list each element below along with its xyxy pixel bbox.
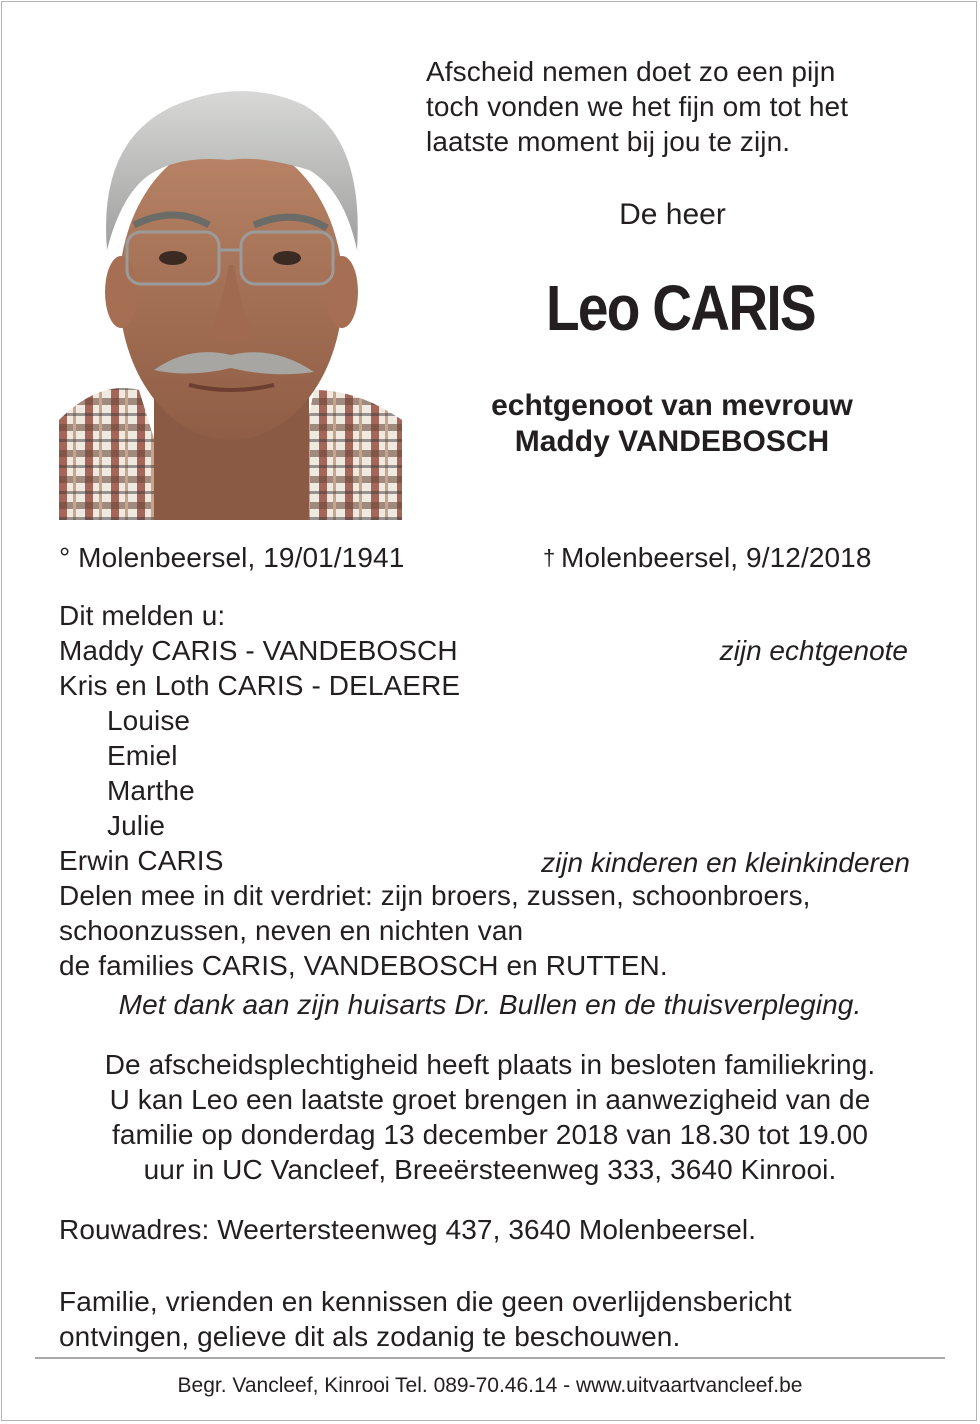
deceased-name: Leo CARIS [546,272,815,344]
birth-info: ° Molenbeersel, 19/01/1941 [59,542,405,573]
family-child: Kris en Loth CARIS - DELAERE [59,670,461,701]
death-place-date: Molenbeersel, 9/12/2018 [561,542,872,573]
portrait-illustration [59,60,402,520]
mourning-address: Rouwadres: Weertersteenweg 437, 3640 Molenbeersel. [59,1214,757,1245]
poem-line: laatste moment bij jou te zijn. [426,126,791,157]
honorific: De heer [619,198,726,231]
family-list [59,598,811,983]
grandchild: Julie [107,810,166,841]
ceremony-line: uur in UC Vancleef, Breeërsteenweg 333, 3640 Kinrooi. [143,1154,837,1185]
poem-line: toch vonden we het fijn om tot het [426,91,849,122]
sharing-line: Delen mee in dit verdriet: zijn broers, zussen, schoonbroers, [59,880,811,911]
notice-line: Familie, vrienden en kennissen die geen overlijdensbericht [59,1286,792,1317]
thanks-line: Met dank aan zijn huisarts Dr. Bullen en de thuisverpleging. [118,989,862,1020]
grandchild: Emiel [107,740,178,771]
notice-line: ontvingen, gelieve dit als zodanig te beschouwen. [59,1321,681,1352]
spouse-name: Maddy VANDEBOSCH [514,425,830,458]
grandchild: Marthe [107,775,195,806]
cross-icon: † [543,545,556,570]
spouse-info [430,388,914,460]
sharing-line: de families CARIS, VANDEBOSCH en RUTTEN. [59,950,668,981]
death-info [543,540,872,575]
family-spouse: Maddy CARIS - VANDEBOSCH [59,635,458,666]
ceremony-info [59,1047,921,1187]
ceremony-line: U kan Leo een laatste groet brengen in aanwezigheid van de [109,1084,871,1115]
family-child: Erwin CARIS [59,845,224,876]
footer-contact: Begr. Vancleef, Kinrooi Tel. 089-70.46.14 - www.uitvaartvancleef.be [177,1374,803,1397]
portrait-photo [59,60,402,520]
notice [59,1284,792,1354]
sharing-line: schoonzussen, neven en nichten van [59,915,524,946]
family-intro: Dit melden u: [59,600,226,631]
footer-divider [35,1357,945,1359]
spouse-relation: echtgenoot van mevrouw [491,389,853,422]
poem [426,54,848,159]
poem-line: Afscheid nemen doet zo een pijn [426,56,836,87]
children-role: zijn kinderen en kleinkinderen [541,847,910,878]
ceremony-line: De afscheidsplechtigheid heeft plaats in besloten familiekring. [104,1049,876,1080]
spouse-role: zijn echtgenote [719,635,908,666]
grandchild: Louise [107,705,191,736]
ceremony-line: familie op donderdag 13 december 2018 van 18.30 tot 19.00 [111,1119,869,1150]
